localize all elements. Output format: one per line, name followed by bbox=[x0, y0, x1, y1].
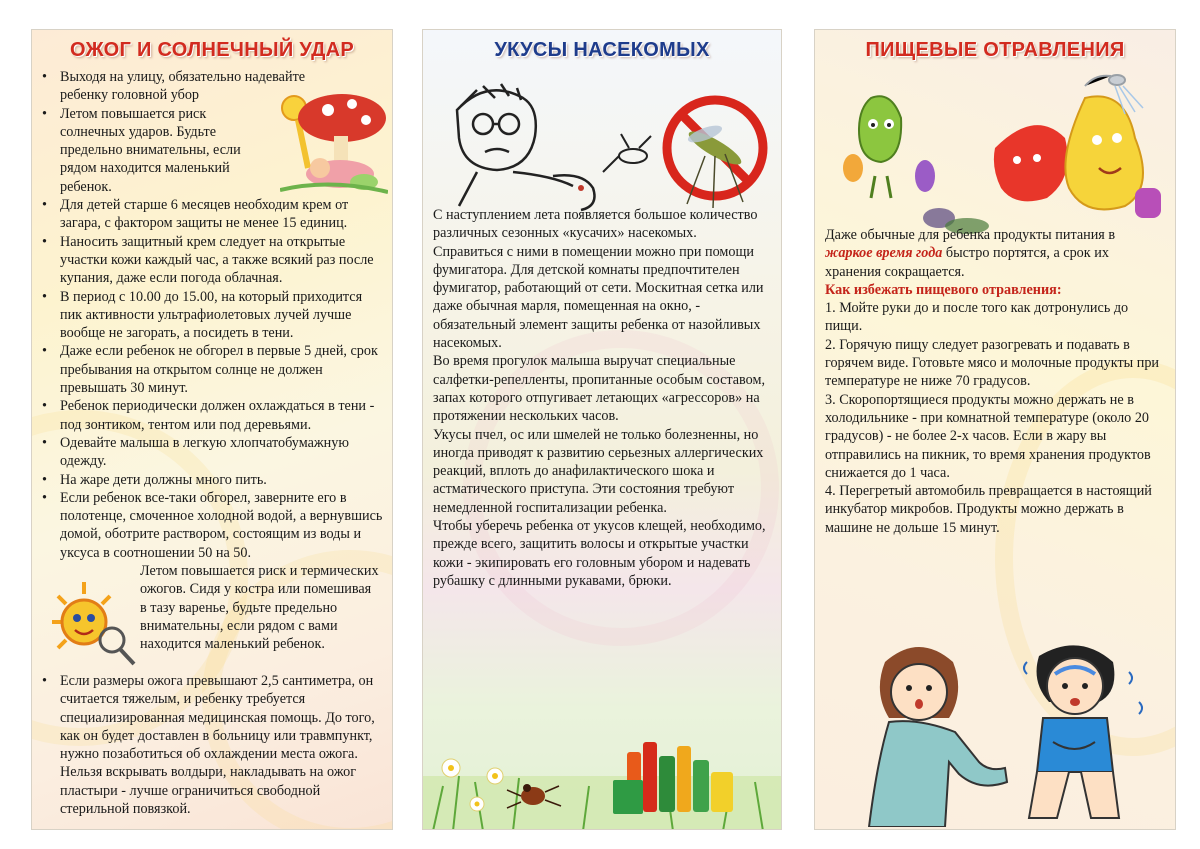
mosquito-bite-illustration bbox=[443, 76, 773, 216]
meadow-repellents-illustration bbox=[423, 716, 782, 830]
step-item: 4. Перегретый автомобиль превращается в настоящий инкубатор микробов. Продукты можно держать в машине не дольше 15 минут. bbox=[825, 483, 1152, 536]
bullets-bottom bbox=[32, 672, 393, 818]
list-item: • Наносить защитный крем следует на открытые участки кожи каждый час, а также всякий раз после купания, даже если погода облачная. bbox=[32, 233, 384, 288]
intro-text: быстро портятся, а срок их хранения сокращается. bbox=[825, 245, 1109, 280]
food-text-block bbox=[825, 226, 1165, 537]
subheading: Как избежать пищевого отравления: bbox=[825, 281, 1062, 298]
highlight-hot-season: жаркое время года bbox=[825, 245, 943, 262]
list-item: • Ребенок периодически должен охлаждаться в тени - под зонтиком, тентом или под деревьями. bbox=[32, 397, 384, 434]
paragraph: С наступлением лета появляется большое количество различных сезонных «кусачих» насекомых. bbox=[433, 207, 758, 242]
paragraph: Укусы пчел, ос или шмелей не только болезненны, но иногда приводят к развитию серьезных аллергических реакций, вплоть до анафилактического шока и астматического приступа. Эти состояния требуют немедленной госпитализации ребенка. bbox=[433, 426, 764, 516]
list-item: • В период с 10.00 до 15.00, на который приходится пик активности ультрафиолетовых лучей лучше вообще не загорать, а посидеть в тени. bbox=[32, 288, 384, 343]
germs-fruits-illustration bbox=[835, 68, 1171, 238]
cartoon-sun-illustration bbox=[42, 578, 142, 668]
paragraph: Во время прогулок малыша выручат специальные салфетки-репелленты, пропитанные особым составом, запах которого отпугивает летающих «агрессоров» на протяжении нескольких часов. bbox=[433, 353, 766, 425]
paragraph: Чтобы уберечь ребенка от укусов клещей, необходимо, прежде всего, защитить волосы и открытые участки кожи - экипировать его головным убором и надевать рубашку с длинными рукавами, брюки. bbox=[433, 518, 766, 589]
intro-paragraph bbox=[825, 226, 1165, 281]
bullets-top bbox=[32, 68, 393, 562]
panel-insect-bites bbox=[422, 29, 782, 830]
paragraph: Справиться с ними в помещении можно при помощи фумигатора. Для детской комнаты предпочтителен фумигатор, работающий от сети. Москитная сетка или даже обычная марля, помещенная на окно, - обязательный элемент защиты ребенка от назойливых насекомых. bbox=[433, 243, 764, 352]
list-item: • Выходя на улицу, обязательно надевайте ребенку головной убор bbox=[32, 68, 348, 105]
step-item: 3. Скоропортящиеся продукты можно держать не в холодильнике - при комнатной температуре (около 20 градусов) - не более 2-х часов. Если в жару вы отправились на пикник, то время хранения продуктов снижается до 1 часа. bbox=[825, 391, 1151, 481]
insect-text-block bbox=[433, 206, 773, 590]
panel-title: ОЖОГ И СОЛНЕЧНЫЙ УДАР bbox=[69, 39, 355, 61]
list-item: • Для детей старше 6 месяцев необходим крем от загара, с фактором защиты не менее 15 единиц. bbox=[32, 196, 378, 233]
list-item: • На жаре дети должны много пить. bbox=[32, 471, 384, 489]
panel-title: УКУСЫ НАСЕКОМЫХ bbox=[494, 39, 710, 61]
list-item: • Если размеры ожога превышают 2,5 сантиметра, он считается тяжелым, и ребенку требуется специализированная медицинская помощь. До того, как он будет доставлен в больницу или травмпункт, нужно позаботиться об охлаждении места ожога. Нельзя вскрывать волдыри, накладывать на ожог пластыри - лучше ограничиться свободной стерильной повязкой. bbox=[32, 672, 382, 818]
list-item: • Даже если ребенок не обгорел в первые 5 дней, срок пребывания на открытом солнце не должен превышать 30 минут. bbox=[32, 342, 384, 397]
panel-title: ПИЩЕВЫЕ ОТРАВЛЕНИЯ bbox=[865, 39, 1125, 61]
step-item: 1. Мойте руки до и после того как дотронулись до пищи. bbox=[825, 300, 1129, 335]
step-item: 2. Горячую пищу следует разогревать и подавать в горячем виде. Готовьте мясо и молочные продукты при температуре не ниже 70 градусов. bbox=[825, 336, 1159, 390]
panel-burn-sunstroke bbox=[31, 29, 393, 830]
panel-food-poisoning bbox=[814, 29, 1176, 830]
intro-text: Даже обычные для ребенка продукты питания в bbox=[825, 227, 1116, 243]
list-item: • Летом повышается риск солнечных ударов. Будьте предельно внимательны, если рядом находится маленький ребенок. bbox=[32, 105, 246, 196]
thermal-burn-paragraph: Летом повышается риск и термических ожогов. Сидя у костра или помешивая в тазу варенье, будьте предельно внимательны, если рядом с вами находится маленький ребенок. bbox=[140, 563, 379, 653]
mother-sick-child-illustration bbox=[829, 622, 1169, 827]
list-item: • Одевайте малыша в легкую хлопчатобумажную одежду. bbox=[32, 434, 384, 471]
list-item: • Если ребенок все-таки обгорел, заверните его в полотенце, смоченное холодной водой, а вернувшись домой, оботрите раствором, состоящим из воды и уксуса в соотношении 50 на 50. bbox=[32, 489, 384, 562]
